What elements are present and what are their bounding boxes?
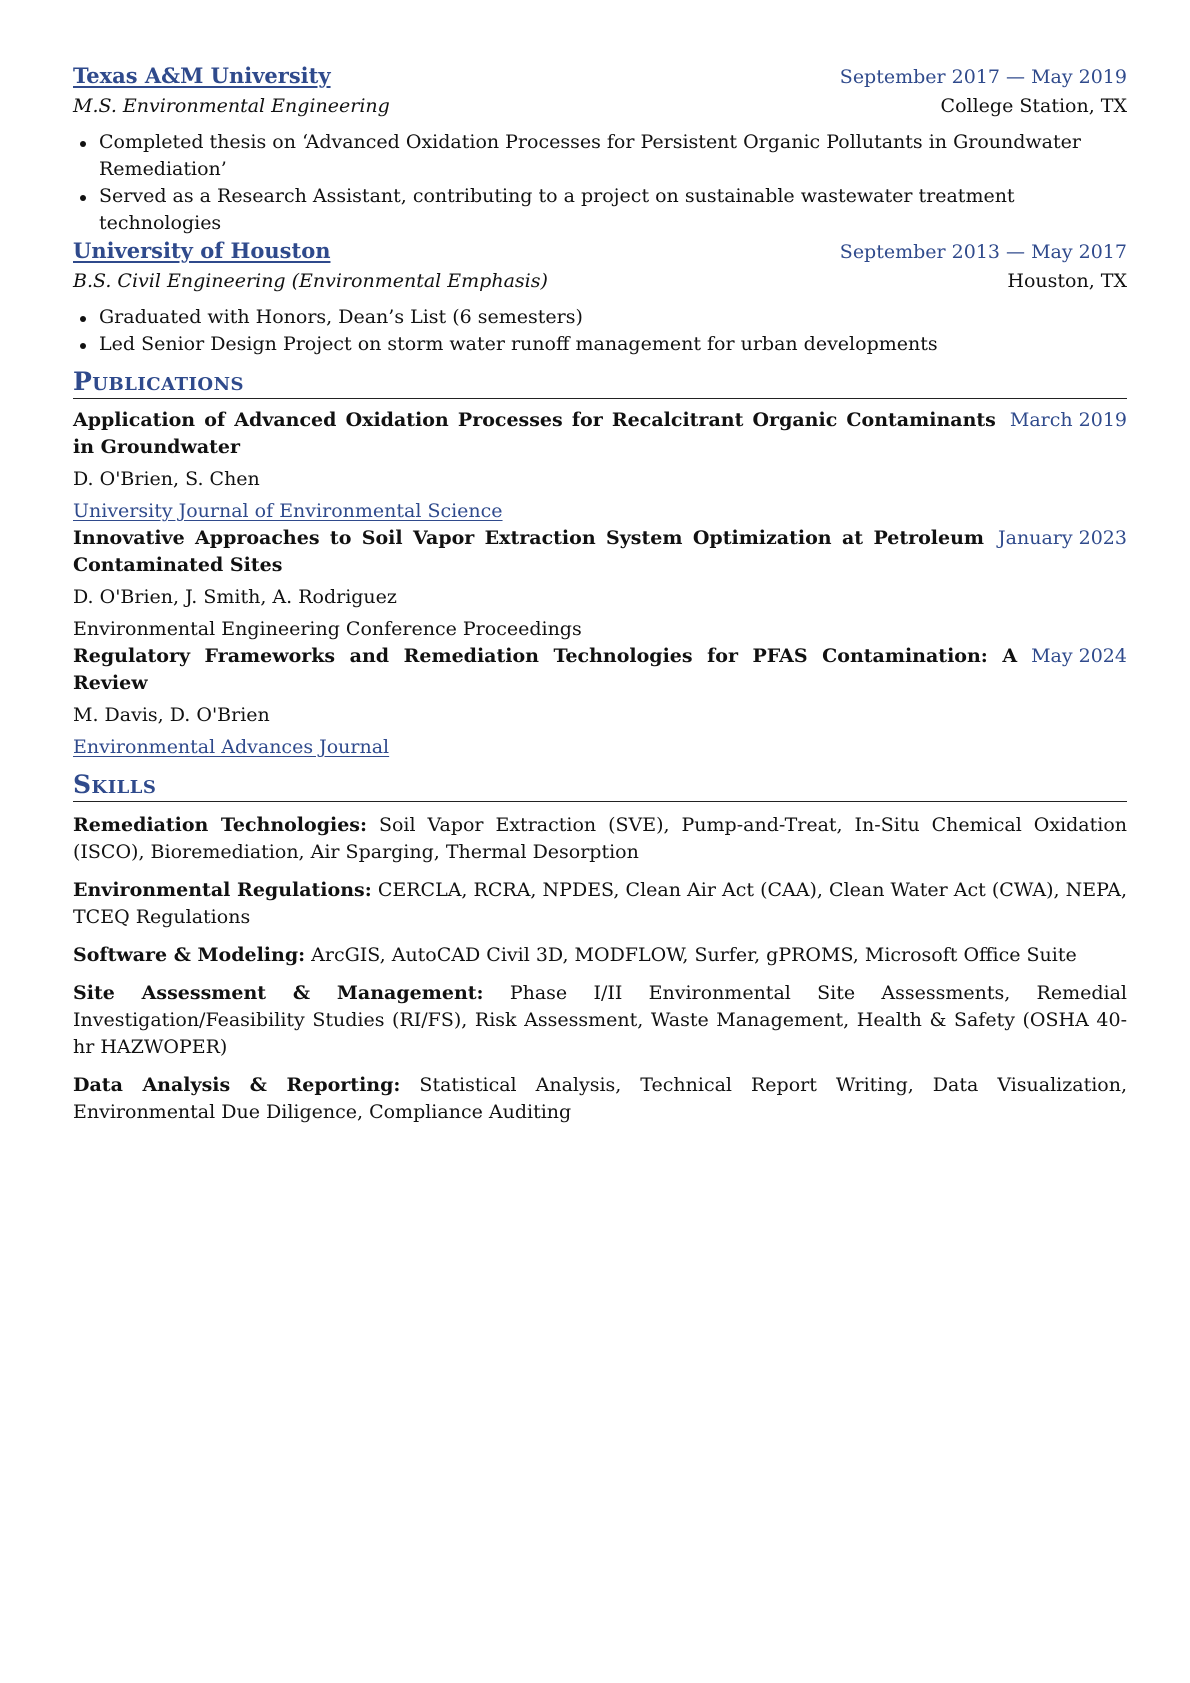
bullet-item: Served as a Research Assistant, contributing to a project on sustainable wastewater treatment technologies (99, 183, 1127, 237)
bullet-item: Graduated with Honors, Dean’s List (6 semesters) (99, 304, 1127, 331)
publication-date: May 2024 (1031, 645, 1127, 667)
publication-title: Application of Advanced Oxidation Processes for Recalcitrant Organic Contaminants in Groundwater (73, 409, 996, 458)
skill-category: Software & Modeling: (73, 944, 306, 966)
publication-title: Regulatory Frameworks and Remediation Technologies for PFAS Contamination: A Review (73, 645, 1018, 694)
publication-venue-link[interactable]: Environmental Advances Journal (73, 736, 390, 758)
skill-row (73, 1072, 1127, 1126)
skill-row (73, 980, 1127, 1061)
skill-row (73, 877, 1127, 931)
degree: M.S. Environmental Engineering (73, 95, 390, 117)
resume-page (73, 62, 1127, 1137)
bullet-item: Completed thesis on ‘Advanced Oxidation Processes for Persistent Organic Pollutants in Groundwater Remediation’ (99, 129, 1127, 183)
bullet-item: Led Senior Design Project on storm water runoff management for urban developments (99, 331, 1127, 358)
skill-text: Phase I/II Environmental Site Assessments, Remedial Investigation/Feasibility Studies (RI/FS), Risk Assessment, Waste Management, Health & Safety (OSHA 40-hr HAZWOPER) (73, 982, 1127, 1058)
publication-entry (73, 407, 1127, 525)
skill-category: Data Analysis & Reporting: (73, 1074, 401, 1096)
education-bullets (73, 129, 1127, 237)
education-entry (73, 62, 1127, 237)
skill-text: Statistical Analysis, Technical Report Writing, Data Visualization, Environmental Due Diligence, Compliance Auditing (73, 1074, 1128, 1123)
publication-venue: Environmental Engineering Conference Proceedings (73, 618, 582, 640)
education-bullets (73, 304, 1127, 358)
publication-authors: M. Davis, D. O'Brien (73, 704, 270, 726)
publication-entry (73, 643, 1127, 761)
skill-row (73, 942, 1127, 969)
skill-text: Soil Vapor Extraction (SVE), Pump-and-Treat, In-Situ Chemical Oxidation (ISCO), Bioremediation, Air Sparging, Thermal Desorption (73, 814, 1127, 863)
publication-venue-link[interactable]: University Journal of Environmental Science (73, 500, 503, 522)
skill-row (73, 812, 1127, 866)
degree: B.S. Civil Engineering (Environmental Emphasis) (73, 270, 548, 292)
skill-category: Site Assessment & Management: (73, 982, 484, 1004)
publication-authors: D. O'Brien, J. Smith, A. Rodriguez (73, 586, 397, 608)
publication-date: March 2019 (1009, 409, 1127, 431)
skill-text: CERCLA, RCRA, NPDES, Clean Air Act (CAA), Clean Water Act (CWA), NEPA, TCEQ Regulations (73, 879, 1127, 928)
publication-date: January 2023 (998, 527, 1127, 549)
skills-list (73, 812, 1127, 1126)
education-entry (73, 237, 1127, 358)
skill-text: ArcGIS, AutoCAD Civil 3D, MODFLOW, Surfer, gPROMS, Microsoft Office Suite (311, 944, 1077, 966)
skill-category: Environmental Regulations: (73, 879, 372, 901)
institution-link[interactable]: University of Houston (73, 238, 331, 263)
publications-list (73, 407, 1127, 761)
education-dates: September 2017 — May 2019 (839, 66, 1127, 88)
skills-heading: Skills (73, 770, 1127, 802)
education-location: Houston, TX (1007, 270, 1127, 292)
skill-category: Remediation Technologies: (73, 814, 368, 836)
education-location: College Station, TX (940, 95, 1127, 117)
institution-link[interactable]: Texas A&M University (73, 63, 331, 88)
publication-title: Innovative Approaches to Soil Vapor Extraction System Optimization at Petroleum Contaminated Sites (73, 527, 985, 576)
education-dates: September 2013 — May 2017 (839, 241, 1127, 263)
publication-entry (73, 525, 1127, 643)
publication-authors: D. O'Brien, S. Chen (73, 468, 260, 490)
publications-heading: Publications (73, 367, 1127, 399)
